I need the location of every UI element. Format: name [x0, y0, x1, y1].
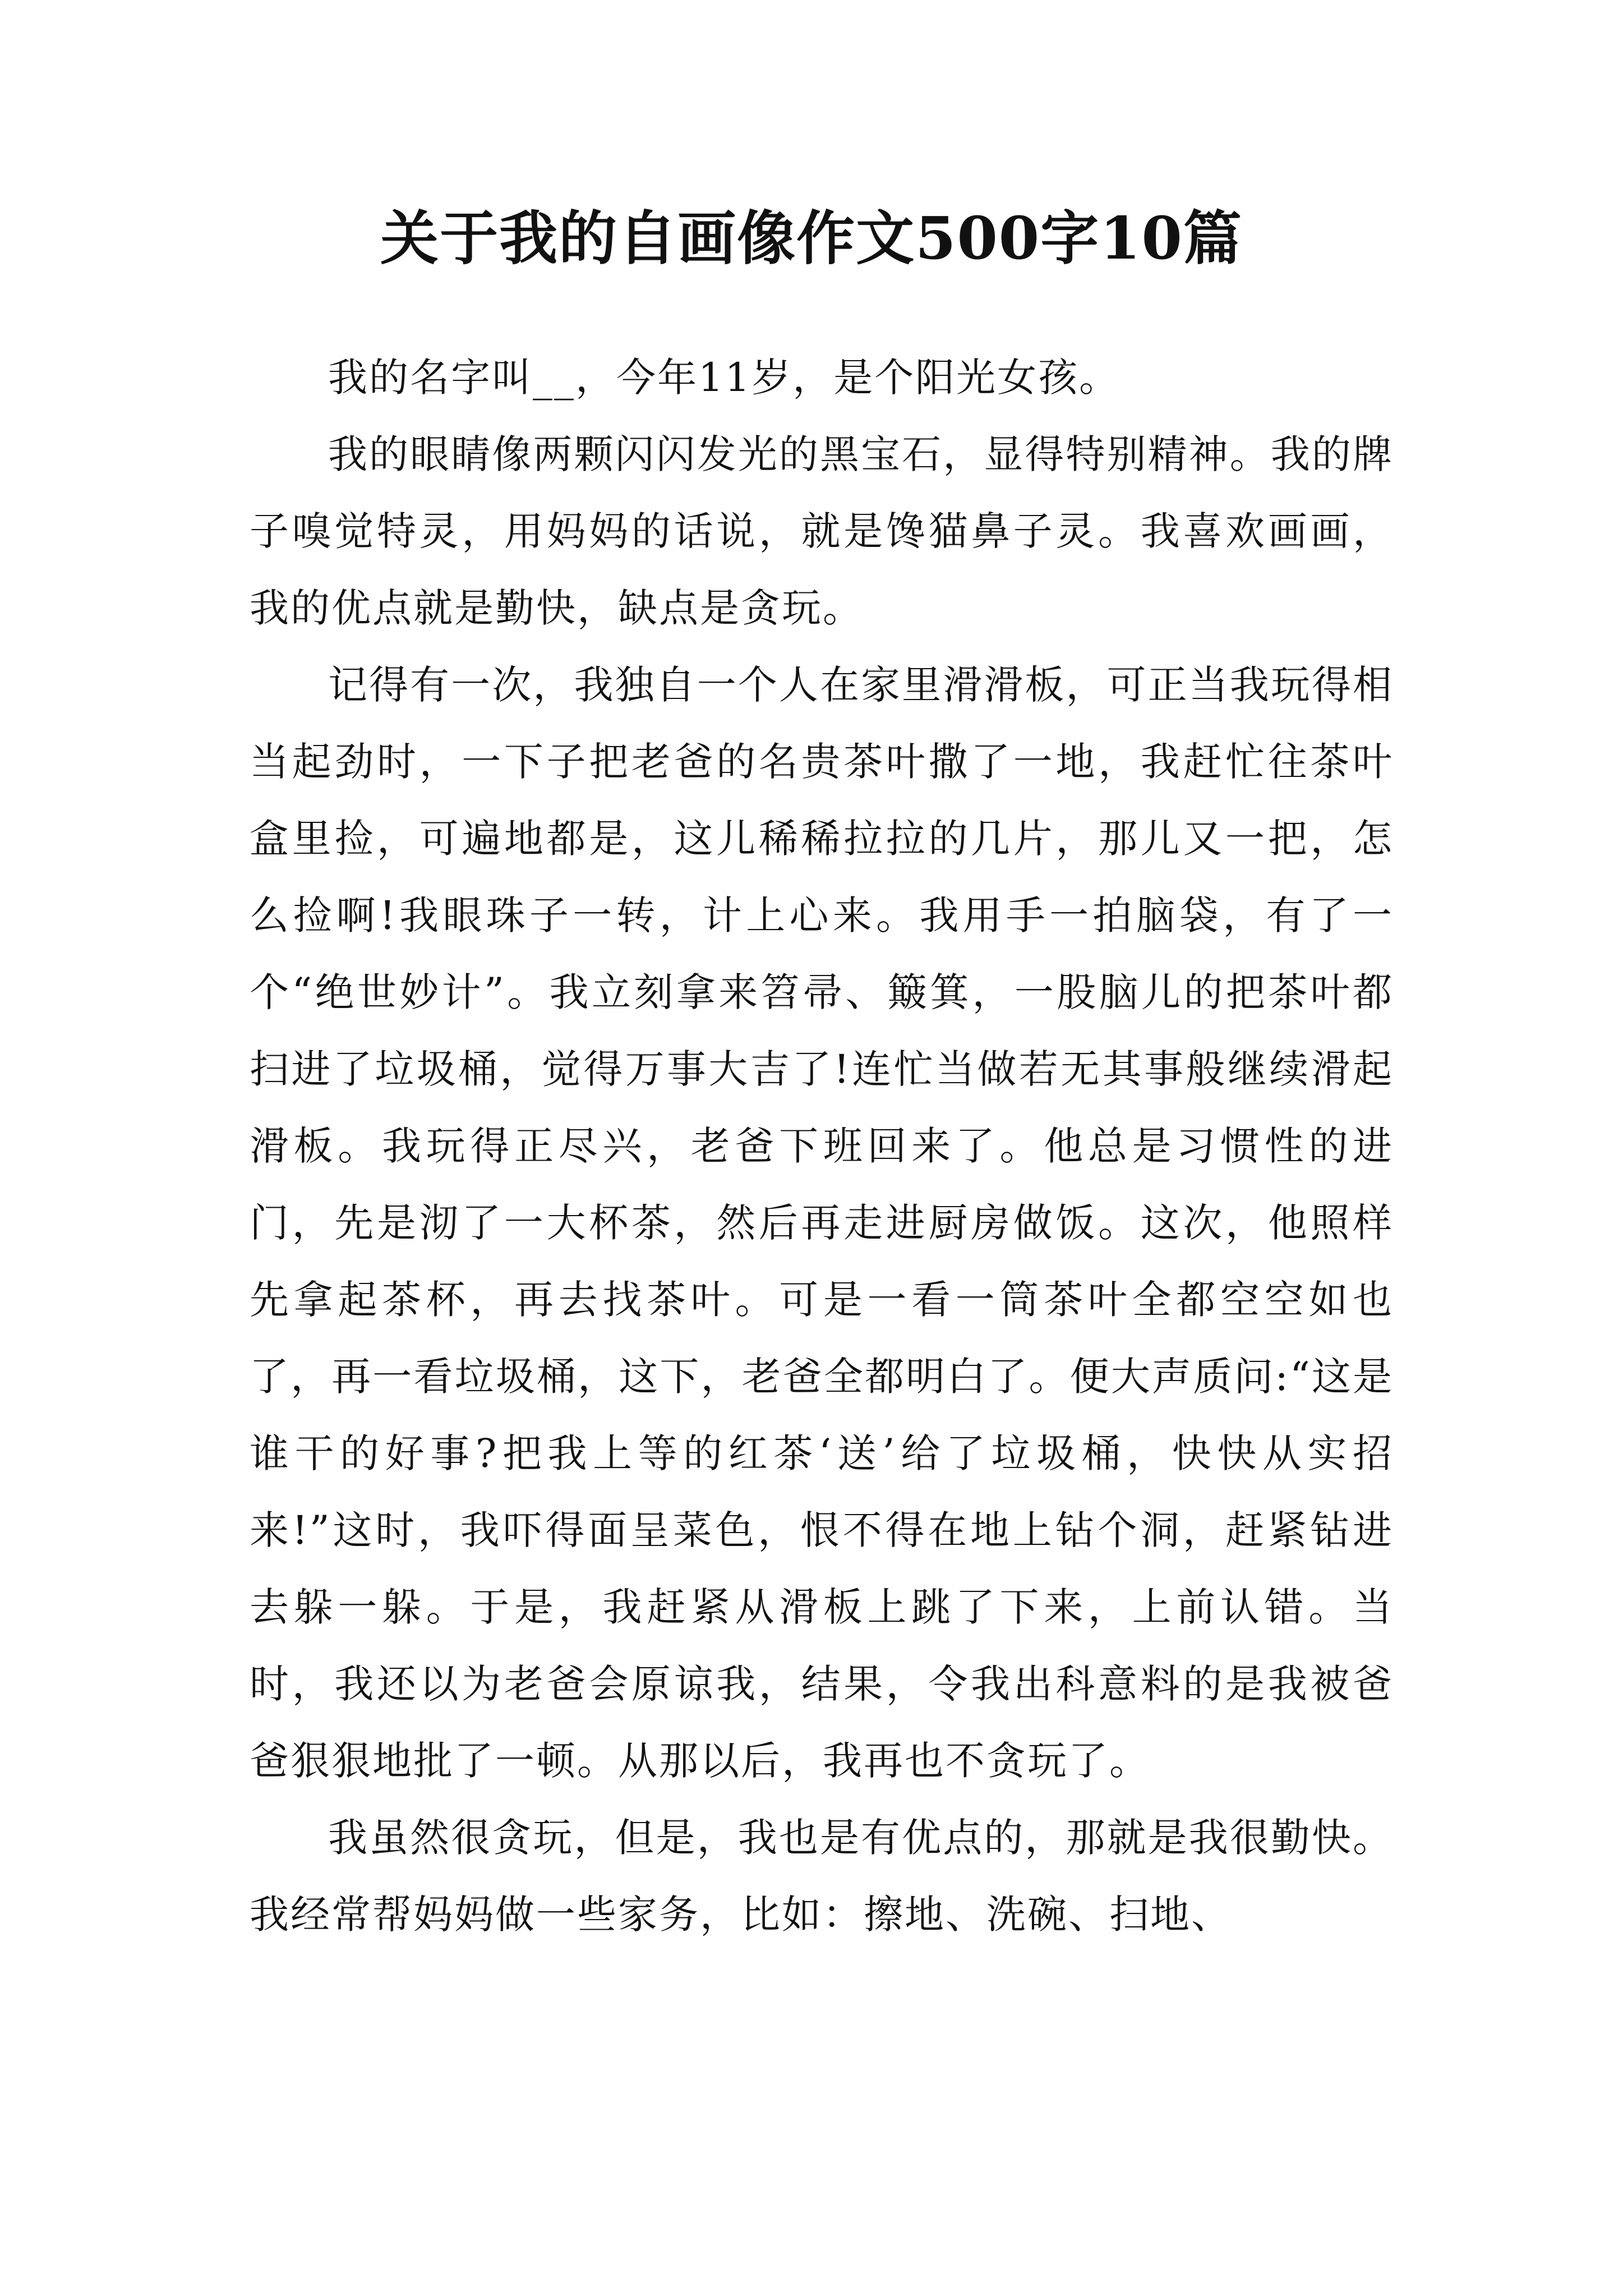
paragraph-appearance: 我的眼睛像两颗闪闪发光的黑宝石，显得特别精神。我的牌子嗅觉特灵，用妈妈的话说，就是馋猫鼻子灵。我喜欢画画，我的优点就是勤快，缺点是贪玩。 [250, 431, 1394, 631]
document-title: 关于我的自画像作文500字10篇 [380, 204, 1243, 273]
paragraph-virtues: 我虽然很贪玩，但是，我也是有优点的，那就是我很勤快。我经常帮妈妈做一些家务，比如：擦地、洗碗、扫地、 [250, 1815, 1394, 1938]
document-body [250, 339, 1394, 1953]
paragraph-story: 记得有一次，我独自一个人在家里滑滑板，可正当我玩得相当起劲时，一下子把老爸的名贵茶叶撒了一地，我赶忙往茶叶盒里捡，可遍地都是，这儿稀稀拉拉的几片，那儿又一把，怎么捡啊!我眼珠子一转，计上心来。我用手一拍脑袋，有了一个“绝世妙计”。我立刻拿来笤帚、簸箕，一股脑儿的把茶叶都扫进了垃圾桶，觉得万事大吉了!连忙当做若无其事般继续滑起滑板。我玩得正尽兴，老爸下班回来了。他总是习惯性的进门，先是沏了一大杯茶，然后再走进厨房做饭。这次，他照样先拿起茶杯，再去找茶叶。可是一看一筒茶叶全都空空如也了，再一看垃圾桶，这下，老爸全都明白了。便大声质问:“这是谁干的好事?把我上等的红茶‘送’给了垃圾桶，快快从实招来!”这时，我吓得面呈菜色，恨不得在地上钻个洞，赶紧钻进去躲一躲。于是，我赶紧从滑板上跳了下来，上前认错。当时，我还以为老爸会原谅我，结果，令我出科意料的是我被爸爸狠狠地批了一顿。从那以后，我再也不贪玩了。 [250, 662, 1394, 1784]
paragraph-intro: 我的名字叫__，今年11岁，是个阳光女孩。 [328, 355, 1121, 401]
